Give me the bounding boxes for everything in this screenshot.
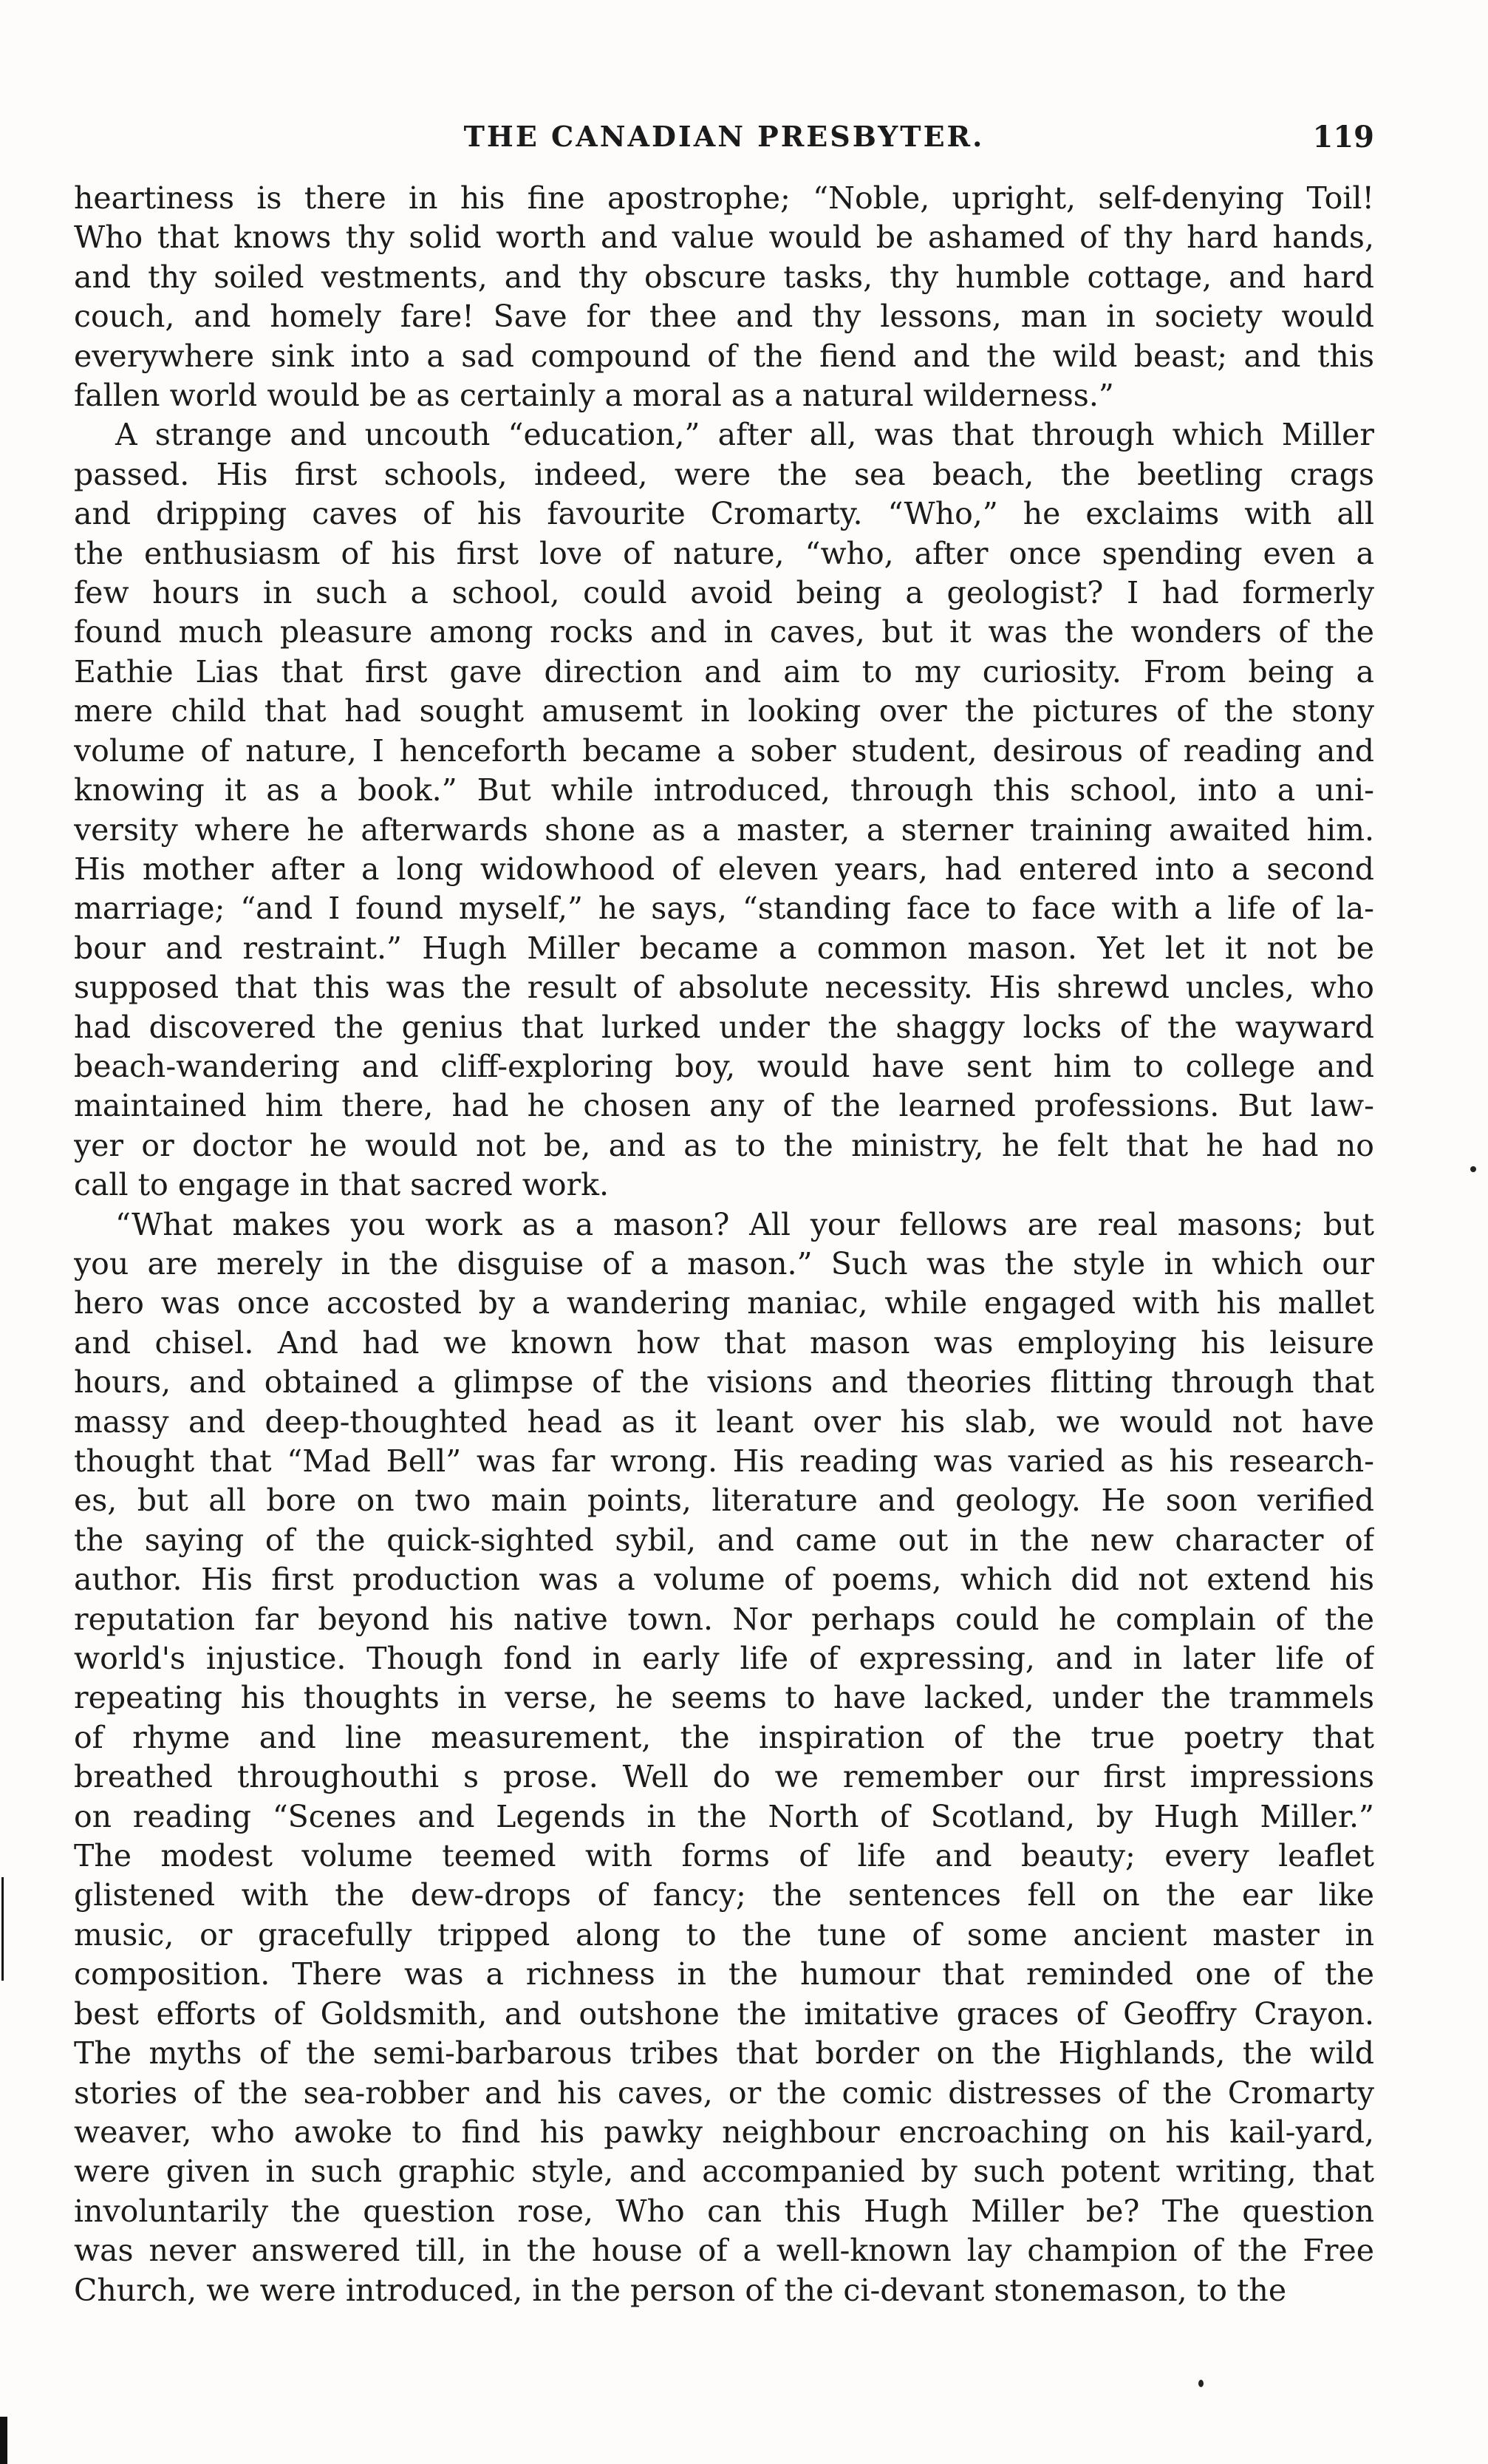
text-line: couch, and homely fare! Save for thee and thy lessons, man in society would (74, 299, 1374, 335)
text-line: and thy soiled vestments, and thy obscure tasks, thy humble cottage, and hard (74, 259, 1374, 295)
text-line: few hours in such a school, could avoid being a geologist? I had formerly (74, 575, 1374, 611)
text-line: Eathie Lias that first gave direction and aim to my curiosity. From being a (74, 653, 1374, 690)
text-line: everywhere sink into a sad compound of the fiend and the wild beast; and this (74, 338, 1374, 374)
text-line: found much pleasure among rocks and in caves, but it was the wonders of the (74, 614, 1374, 650)
text-line: hours, and obtained a glimpse of the visions and theories flitting through that (74, 1364, 1374, 1401)
text-line: heartiness is there in his fine apostrophe; “Noble, upright, self-denying Toil! (74, 180, 1374, 216)
text-line: involuntarily the question rose, Who can this Hugh Miller be? The question (74, 2193, 1374, 2229)
body-text (74, 179, 1374, 2310)
text-line: Church, we were introduced, in the person of the ci-devant stonemason, to the (74, 2272, 1287, 2308)
page-number: 119 (1312, 120, 1374, 154)
text-line: knowing it as a book.” But while introduced, through this school, into a uni- (74, 772, 1374, 809)
text-line: The myths of the semi-barbarous tribes that border on the Highlands, the wild (74, 2035, 1374, 2072)
paragraph (74, 179, 1374, 415)
text-line: versity where he afterwards shone as a master, a sterner training awaited him. (74, 811, 1374, 848)
scan-edge-mark (1, 1877, 4, 1981)
text-line: thought that “Mad Bell” was far wrong. His reading was varied as his research- (74, 1443, 1374, 1479)
text-line: beach-wandering and cliff-exploring boy, would have sent him to college and (74, 1048, 1374, 1084)
text-line: reputation far beyond his native town. Nor perhaps could he complain of the (74, 1601, 1374, 1637)
text-line: breathed throughouthi s prose. Well do we remember our first impressions (74, 1759, 1374, 1795)
text-line: weaver, who awoke to find his pawky neighbour encroaching on his kail-yard, (74, 2114, 1374, 2150)
text-line: hero was once accosted by a wandering maniac, while engaged with his mallet (74, 1285, 1374, 1321)
text-line: call to engage in that sacred work. (74, 1167, 609, 1203)
text-line: “What makes you work as a mason? All your fellows are real masons; but (115, 1206, 1374, 1242)
text-line: on reading “Scenes and Legends in the North of Scotland, by Hugh Miller.” (74, 1798, 1374, 1834)
text-line: A strange and uncouth “education,” after all, was that through which Miller (115, 417, 1374, 453)
text-line: you are merely in the disguise of a mason.” Such was the style in which our (74, 1245, 1374, 1282)
text-line: yer or doctor he would not be, and as to the ministry, he felt that he had no (74, 1127, 1374, 1163)
text-line: world's injustice. Though fond in early life of expressing, and in later life of (74, 1641, 1374, 1677)
text-line: volume of nature, I henceforth became a sober student, desirous of reading and (74, 732, 1374, 769)
scan-speck (1198, 2380, 1204, 2387)
text-line: had discovered the genius that lurked under the shaggy locks of the wayward (74, 1009, 1374, 1045)
text-line: was never answered till, in the house of a well-known lay champion of the Free (74, 2233, 1374, 2269)
text-line: fallen world would be as certainly a moral as a natural wilderness.” (74, 378, 1114, 414)
text-line: The modest volume teemed with forms of life and beauty; every leaflet (74, 1838, 1374, 1874)
text-line: were given in such graphic style, and accompanied by such potent writing, that (74, 2154, 1374, 2190)
text-line: His mother after a long widowhood of eleven years, had entered into a second (74, 851, 1374, 887)
text-line: mere child that had sought amusemt in looking over the pictures of the stony (74, 693, 1374, 729)
text-line: bour and restraint.” Hugh Miller became a common mason. Yet let it not be (74, 930, 1374, 966)
text-line: and chisel. And had we known how that mason was employing his leisure (74, 1324, 1374, 1361)
text-line: and dripping caves of his favourite Cromarty. “Who,” he exclaims with all (74, 496, 1374, 532)
text-line: best efforts of Goldsmith, and outshone the imitative graces of Geoffry Crayon. (74, 1995, 1374, 2032)
text-line: repeating his thoughts in verse, he seems to have lacked, under the trammels (74, 1680, 1374, 1716)
text-line: maintained him there, had he chosen any of the learned professions. But law- (74, 1088, 1374, 1124)
text-line: composition. There was a richness in the humour that reminded one of the (74, 1956, 1374, 1992)
text-line: music, or gracefully tripped along to the tune of some ancient master in (74, 1916, 1374, 1953)
text-line: stories of the sea-robber and his caves, or the comic distresses of the Cromarty (74, 2075, 1374, 2111)
text-line: glistened with the dew-drops of fancy; the sentences fell on the ear like (74, 1877, 1374, 1913)
text-line: author. His first production was a volume of poems, which did not extend his (74, 1562, 1374, 1598)
page-header (74, 120, 1374, 164)
text-line: the saying of the quick-sighted sybil, and came out in the new character of (74, 1522, 1374, 1558)
scan-speck (1470, 1166, 1476, 1172)
scan-edge-mark (0, 2417, 7, 2464)
text-line: Who that knows thy solid worth and value would be ashamed of thy hard hands, (74, 219, 1374, 256)
text-line: of rhyme and line measurement, the inspiration of the true poetry that (74, 1719, 1374, 1755)
paragraph (74, 415, 1374, 1205)
text-line: massy and deep-thoughted head as it leant over his slab, we would not have (74, 1403, 1374, 1440)
text-line: the enthusiasm of his first love of nature, “who, after once spending even a (74, 535, 1374, 571)
paragraph (74, 1205, 1374, 2310)
text-line: es, but all bore on two main points, literature and geology. He soon verified (74, 1483, 1374, 1519)
running-title: THE CANADIAN PRESBYTER. (463, 120, 985, 153)
text-line: supposed that this was the result of absolute necessity. His shrewd uncles, who (74, 970, 1374, 1006)
text-line: marriage; “and I found myself,” he says, “standing face to face with a life of la- (74, 891, 1374, 927)
text-line: passed. His first schools, indeed, were the sea beach, the beetling crags (74, 456, 1374, 492)
